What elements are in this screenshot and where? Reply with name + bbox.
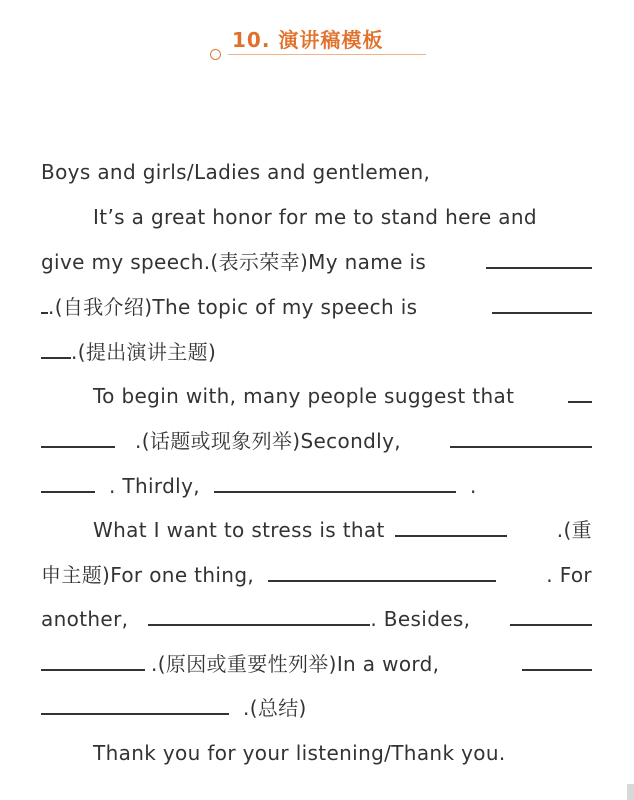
stress-blank[interactable] bbox=[395, 517, 507, 537]
honor-line bbox=[93, 202, 592, 232]
topic-blank-cont[interactable] bbox=[41, 339, 71, 359]
besides-blank[interactable] bbox=[510, 606, 592, 626]
another-blank[interactable] bbox=[148, 606, 370, 626]
circle-bullet-icon bbox=[210, 49, 221, 60]
page-edge-mark bbox=[627, 784, 634, 800]
another-line bbox=[41, 604, 592, 634]
secondly-line bbox=[41, 426, 592, 456]
begin-blank[interactable] bbox=[568, 383, 592, 403]
stress-end: .(重 bbox=[556, 518, 592, 542]
in-a-word-text: .(原因或重要性列举)In a word, bbox=[151, 652, 440, 676]
thirdly-text: . Thirdly, bbox=[109, 474, 200, 498]
thirdly-end: . bbox=[469, 474, 477, 498]
in-a-word-blank-cont[interactable] bbox=[41, 695, 229, 715]
topic-line bbox=[41, 292, 592, 322]
summary-line bbox=[41, 693, 592, 723]
thirdly-line bbox=[41, 471, 592, 501]
another-text: another, bbox=[41, 607, 129, 631]
secondly-text: .(话题或现象列举)Secondly, bbox=[135, 429, 401, 453]
one-thing-line bbox=[41, 560, 592, 590]
topic-end-text: .(提出演讲主题) bbox=[71, 340, 217, 364]
one-thing-end: . For bbox=[546, 563, 592, 587]
name-line bbox=[41, 247, 592, 277]
page-title: 10. 演讲稿模板 bbox=[232, 28, 384, 52]
secondly-blank-cont[interactable] bbox=[41, 473, 95, 493]
begin-line bbox=[93, 381, 592, 411]
besides-text: . Besides, bbox=[370, 607, 471, 631]
honor-text: It’s a great honor for me to stand here and bbox=[93, 205, 537, 229]
name-text: give my speech.(表示荣幸)My name is bbox=[41, 250, 427, 274]
secondly-blank[interactable] bbox=[450, 428, 592, 448]
thirdly-blank[interactable] bbox=[214, 473, 456, 493]
begin-blank-cont[interactable] bbox=[41, 428, 115, 448]
topic-text: .(自我介绍)The topic of my speech is bbox=[48, 295, 418, 319]
one-thing-text: 申主题)For one thing, bbox=[41, 563, 255, 587]
stress-text: What I want to stress is that bbox=[93, 518, 385, 542]
name-blank-cont[interactable] bbox=[41, 294, 48, 314]
thanks-line: Thank you for your listening/Thank you. bbox=[93, 741, 506, 765]
in-a-word-blank[interactable] bbox=[522, 651, 592, 671]
besides-blank-cont[interactable] bbox=[41, 651, 145, 671]
title-underline bbox=[228, 54, 426, 55]
begin-text: To begin with, many people suggest that bbox=[93, 384, 515, 408]
stress-line bbox=[93, 515, 592, 545]
section-title bbox=[208, 22, 428, 62]
salutation-line: Boys and girls/Ladies and gentlemen, bbox=[41, 160, 431, 184]
name-blank[interactable] bbox=[486, 249, 592, 269]
in-a-word-line bbox=[41, 649, 592, 679]
topic-blank[interactable] bbox=[492, 294, 592, 314]
topic-end-line bbox=[41, 337, 592, 367]
one-thing-blank[interactable] bbox=[268, 562, 496, 582]
summary-text: .(总结) bbox=[243, 696, 307, 720]
